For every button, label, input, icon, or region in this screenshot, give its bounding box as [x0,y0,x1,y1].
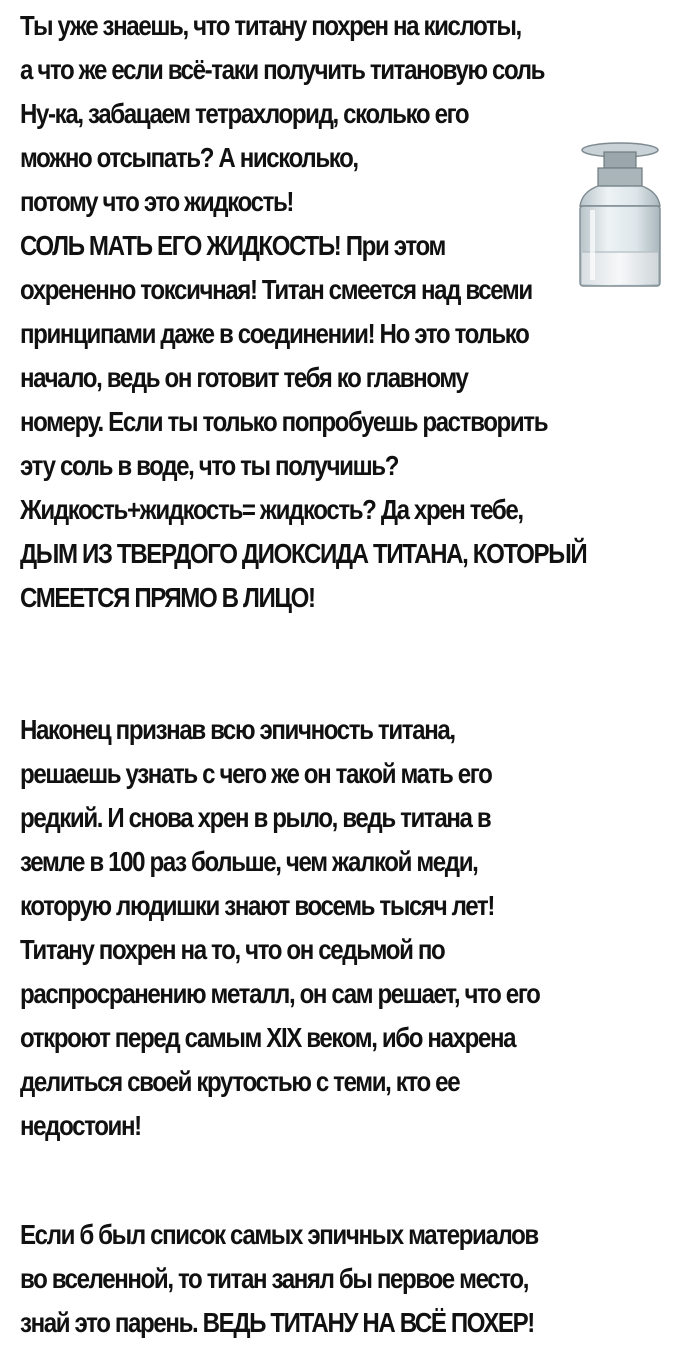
text-line: СМЕЕТСЯ ПРЯМО В ЛИЦО! [20,582,315,613]
paragraph-1 [20,4,692,620]
text-line: откроют перед самым XIX веком, ибо нахрена [20,1022,516,1053]
bottle-shoulder [580,186,660,206]
text-line: начало, ведь он готовит тебя ко главному [20,362,468,393]
text-line: Если б был список самых эпичных материалов [20,1219,538,1250]
stopper-stem [604,152,636,168]
text-line: распросранению металл, он сам решает, что его [20,978,540,1009]
bottle-neck [598,168,642,186]
text-line: ДЫМ ИЗ ТВЕРДОГО ДИОКСИДА ТИТАНА, КОТОРЫЙ [20,538,587,569]
text-line: во вселенной, то титан занял бы первое место, [20,1263,529,1294]
reagent-bottle-icon [574,140,666,290]
text-line: эту соль в воде, что ты получишь? [20,450,399,481]
text-line: которую людишки знают восемь тысяч лет! [20,890,494,921]
text-line: редкий. И снова хрен в рыло, ведь титана в [20,802,491,833]
text-line: недостоин! [20,1110,141,1141]
text-line: номеру. Если ты только попробуешь растворить [20,406,548,437]
text-line: делиться своей крутостью с теми, кто ее [20,1066,460,1097]
text-line: можно отсыпать? А нисколько, [20,142,358,173]
text-line: знай это парень. ВЕДЬ ТИТАНУ НА ВСЁ ПОХЕР! [20,1307,534,1338]
paragraph-3 [20,1213,692,1345]
text-line: принципами даже в соединении! Но это только [20,318,529,349]
text-line: Жидкость+жидкость= жидкость? Да хрен тебе, [20,494,523,525]
text-line: потому что это жидкость! [20,186,294,217]
text-line: Титану похрен на то, что он седьмой по [20,934,445,965]
text-line: Ты уже знаешь, что титану похрен на кислоты, [20,10,521,41]
text-line: Наконец признав всю эпичность титана, [20,714,455,745]
text-line: земле в 100 раз больше, чем жалкой меди, [20,846,478,877]
text-line: решаешь узнать с чего же он такой мать его [20,758,492,789]
text-line: а что же если всё-таки получить титановую соль [20,54,545,85]
paragraph-2 [20,708,692,1148]
text-line: охрененно токсичная! Титан смеется над всеми [20,274,532,305]
text-line: Ну-ка, забацаем тетрахлорид, сколько его [20,98,469,129]
text-line: СОЛЬ МАТЬ ЕГО ЖИДКОСТЬ! При этом [20,230,445,261]
